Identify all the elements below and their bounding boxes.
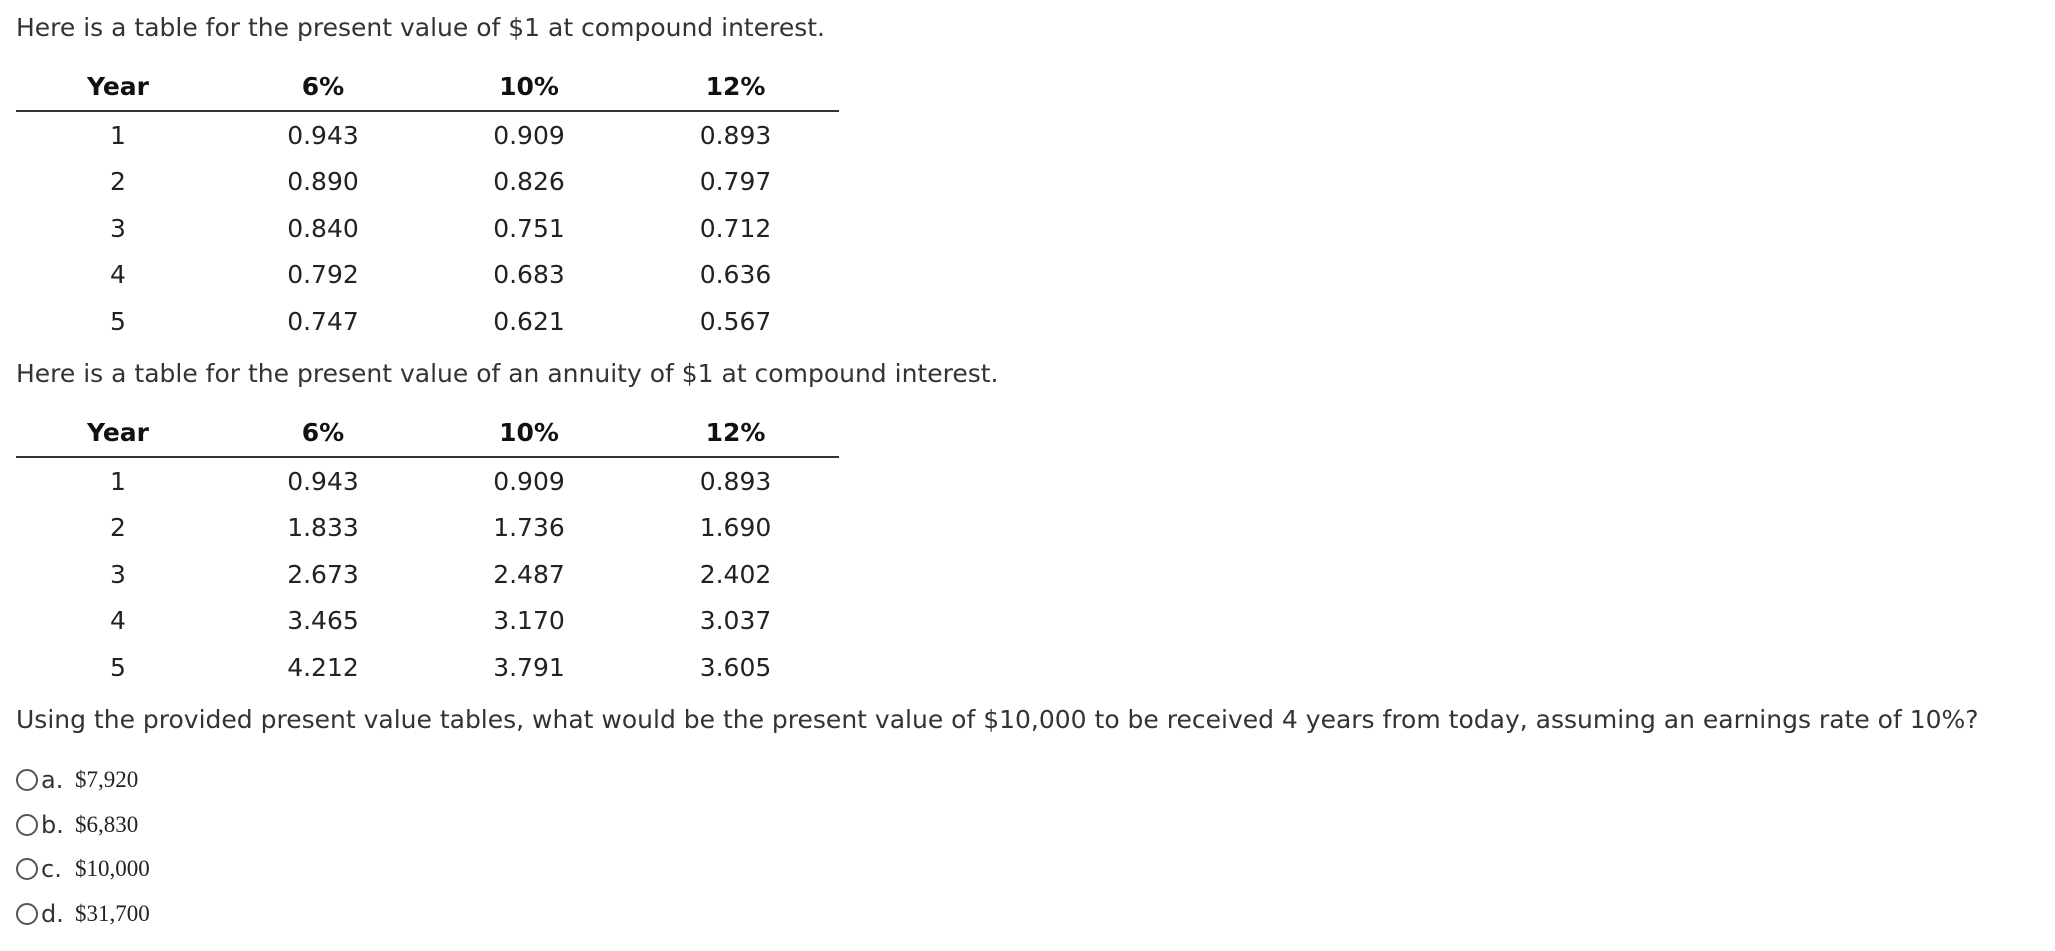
option-b[interactable] bbox=[16, 803, 150, 848]
header-rate-6: 6% bbox=[220, 62, 426, 111]
table-cell: 3 bbox=[110, 213, 126, 243]
option-letter: c. bbox=[41, 855, 62, 884]
header-rate-10: 10% bbox=[426, 408, 632, 457]
option-c[interactable] bbox=[16, 847, 150, 892]
radio-button[interactable] bbox=[16, 858, 38, 880]
table-cell: 0.909 bbox=[493, 466, 565, 496]
table-row bbox=[16, 457, 839, 505]
table-cell: 3.605 bbox=[699, 652, 772, 682]
table-cell: 0.943 bbox=[287, 120, 359, 150]
table-cell: 0.636 bbox=[699, 260, 772, 290]
question-text: Using the provided present value tables, what would be the present value of $10,000 to be received 4 years from today, assuming an earnings rate of 10%? bbox=[16, 705, 1979, 734]
table-cell: 2.487 bbox=[493, 559, 565, 589]
table-cell: 0.567 bbox=[699, 306, 772, 336]
table-cell: 2 bbox=[110, 167, 126, 197]
table-row bbox=[16, 298, 839, 345]
table-cell: 1 bbox=[110, 466, 126, 496]
table-cell: 0.792 bbox=[287, 260, 359, 290]
present-value-table bbox=[16, 62, 839, 345]
annuity-present-value-table bbox=[16, 408, 839, 691]
table-cell: 5 bbox=[110, 652, 126, 682]
radio-button[interactable] bbox=[16, 814, 38, 836]
table-cell: 4.212 bbox=[287, 652, 359, 682]
table-cell: 0.840 bbox=[287, 213, 359, 243]
table-row bbox=[16, 159, 839, 206]
table-cell: 1.736 bbox=[493, 513, 565, 543]
table-cell: 0.826 bbox=[493, 167, 565, 197]
option-letter: b. bbox=[41, 810, 64, 839]
table-cell: 3.037 bbox=[699, 606, 772, 636]
table-row bbox=[16, 252, 839, 299]
table-cell: 4 bbox=[110, 260, 126, 290]
header-year: Year bbox=[16, 62, 220, 111]
table-row bbox=[16, 644, 839, 691]
radio-button[interactable] bbox=[16, 903, 38, 925]
table-cell: 3 bbox=[110, 559, 126, 589]
table-cell: 0.893 bbox=[699, 120, 772, 150]
table-cell: 4 bbox=[110, 606, 126, 636]
option-letter: a. bbox=[41, 766, 64, 795]
table-cell: 0.751 bbox=[493, 213, 565, 243]
table-cell: 1.690 bbox=[699, 513, 772, 543]
table-cell: 3.791 bbox=[493, 652, 565, 682]
table-cell: 0.893 bbox=[699, 466, 772, 496]
table-row bbox=[16, 111, 839, 159]
table-row bbox=[16, 598, 839, 645]
radio-button[interactable] bbox=[16, 769, 38, 791]
table-row bbox=[16, 505, 839, 552]
option-value: $7,920 bbox=[75, 767, 139, 793]
table-cell: 3.170 bbox=[493, 606, 565, 636]
table-cell: 0.909 bbox=[493, 120, 565, 150]
table-cell: 3.465 bbox=[287, 606, 359, 636]
table-cell: 1.833 bbox=[287, 513, 359, 543]
table-header-row bbox=[16, 408, 839, 457]
table-cell: 0.683 bbox=[493, 260, 565, 290]
table-row bbox=[16, 205, 839, 252]
option-a[interactable] bbox=[16, 758, 150, 803]
pv-table-intro: Here is a table for the present value of $1 at compound interest. bbox=[16, 13, 825, 42]
annuity-table-intro: Here is a table for the present value of an annuity of $1 at compound interest. bbox=[16, 359, 999, 388]
option-value: $6,830 bbox=[75, 811, 139, 837]
table-cell: 1 bbox=[110, 120, 126, 150]
table-row bbox=[16, 551, 839, 598]
table-cell: 5 bbox=[110, 306, 126, 336]
option-value: $31,700 bbox=[75, 900, 150, 926]
header-year: Year bbox=[16, 408, 220, 457]
table-cell: 0.712 bbox=[699, 213, 772, 243]
table-cell: 0.747 bbox=[287, 306, 359, 336]
option-letter: d. bbox=[41, 899, 64, 928]
table-cell: 0.890 bbox=[287, 167, 359, 197]
header-rate-10: 10% bbox=[426, 62, 632, 111]
header-rate-12: 12% bbox=[632, 62, 839, 111]
table-cell: 2.673 bbox=[287, 559, 359, 589]
answer-options bbox=[16, 758, 150, 936]
header-rate-6: 6% bbox=[220, 408, 426, 457]
table-header-row bbox=[16, 62, 839, 111]
option-d[interactable] bbox=[16, 892, 150, 937]
table-cell: 0.797 bbox=[699, 167, 772, 197]
header-rate-12: 12% bbox=[632, 408, 839, 457]
table-cell: 2 bbox=[110, 513, 126, 543]
table-cell: 0.621 bbox=[493, 306, 565, 336]
table-cell: 0.943 bbox=[287, 466, 359, 496]
table-cell: 2.402 bbox=[699, 559, 772, 589]
option-value: $10,000 bbox=[75, 856, 150, 882]
